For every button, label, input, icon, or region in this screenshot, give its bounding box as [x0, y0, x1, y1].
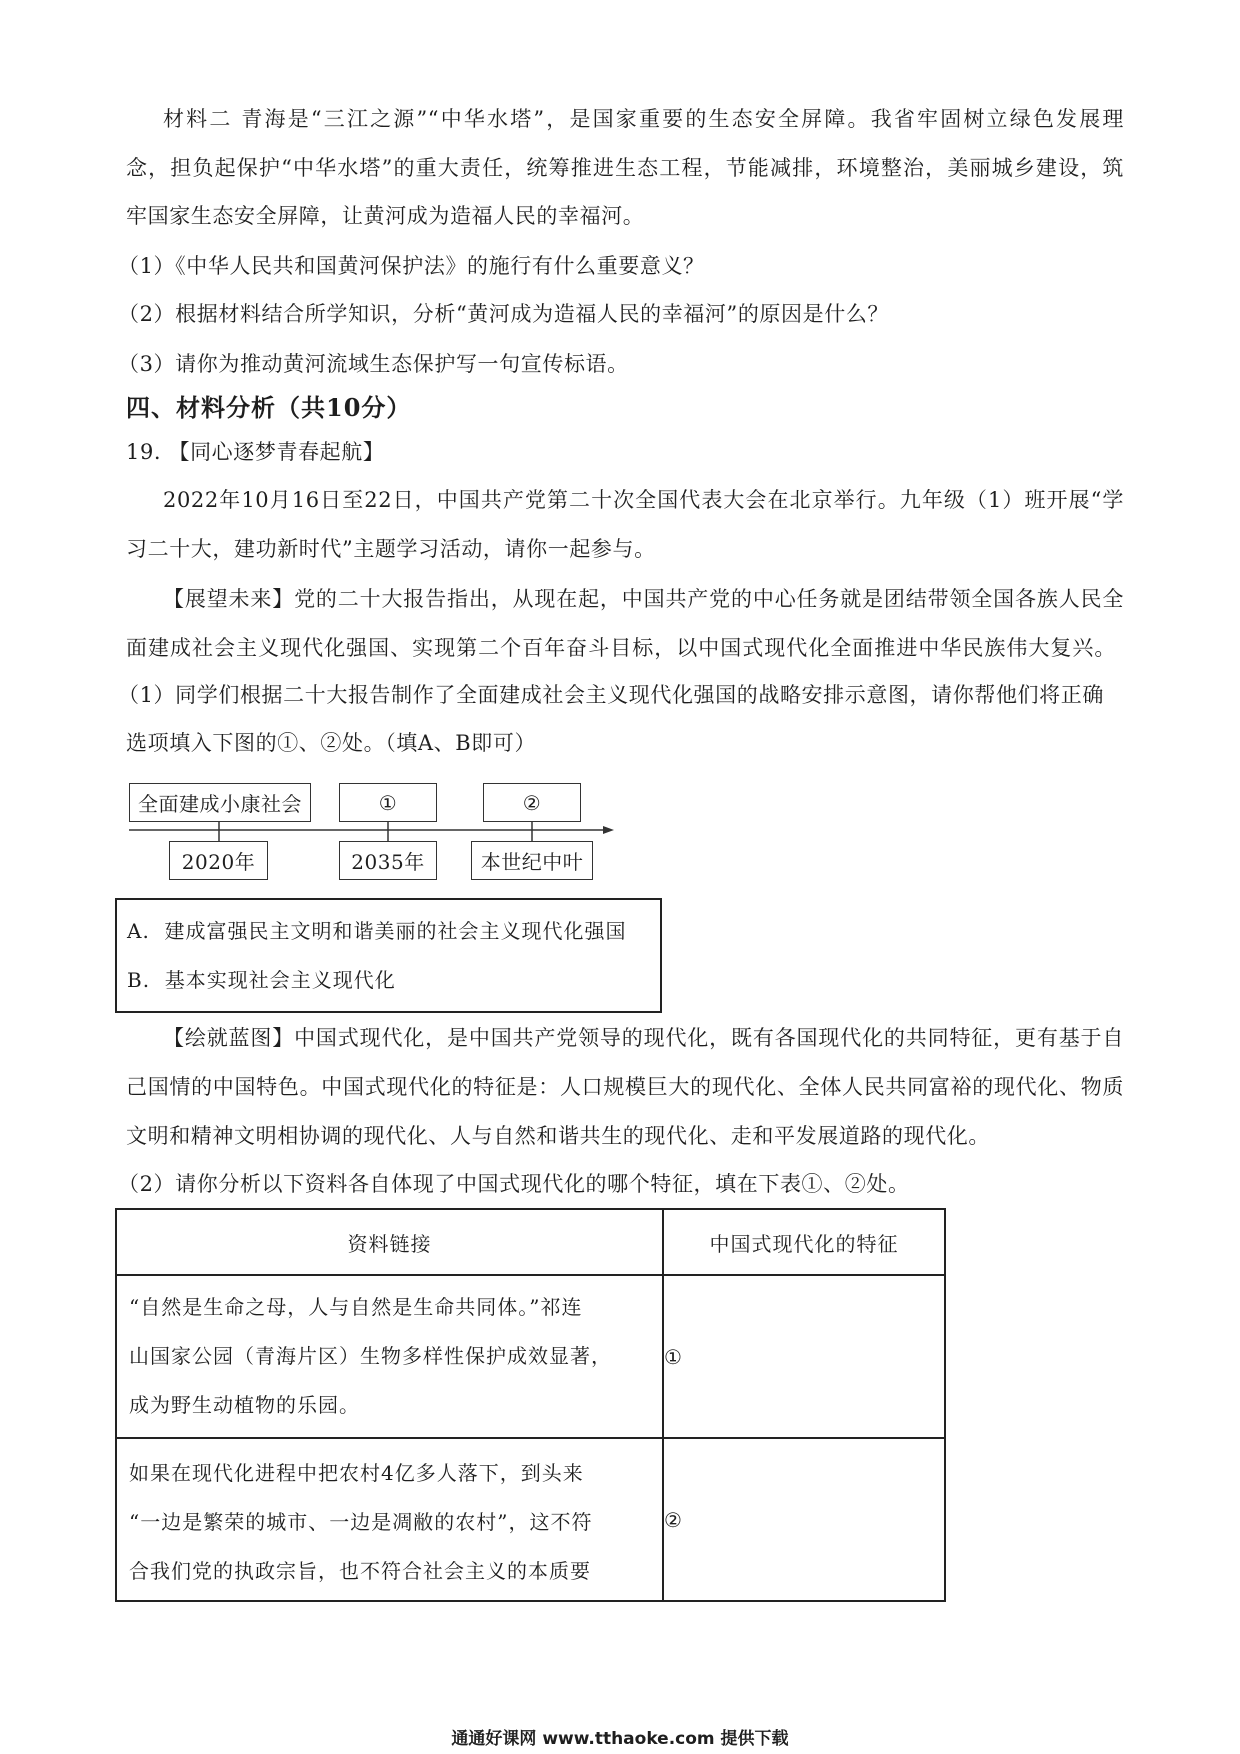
table-header-material: 资料链接 — [116, 1209, 663, 1275]
option-a: A. 建成富强民主文明和谐美丽的社会主义现代化强国 — [127, 919, 627, 943]
table-material-line: 合我们党的执政宗旨，也不符合社会主义的本质要 — [129, 1559, 591, 1583]
table-material-line: 成为野生动植物的乐园。 — [129, 1393, 360, 1417]
timeline-arrowhead — [603, 826, 614, 834]
material-two-line: 念，担负起保护“中华水塔”的重大责任，统筹推进生态工程，节能减排，环境整治，美丽城乡建设，筑 — [126, 156, 1124, 180]
table-row — [116, 1438, 945, 1601]
q18-part-3: （3）请你为推动黄河流域生态保护写一句宣传标语。 — [118, 352, 629, 376]
milestone-year-box: 2020年 — [169, 841, 268, 880]
table-header-row — [116, 1209, 945, 1275]
milestone-year-box: 本世纪中叶 — [471, 841, 593, 880]
milestone-goal-box: ② — [483, 783, 581, 822]
q19-future-line: 面建成社会主义现代化强国、实现第二个百年奋斗目标，以中国式现代化全面推进中华民族伟大复兴。 — [126, 636, 1116, 660]
table-material-cell — [116, 1438, 663, 1601]
table-material-line: 山国家公园（青海片区）生物多样性保护成效显著， — [129, 1344, 612, 1368]
q18-part-2: （2）根据材料结合所学知识，分析“黄河成为造福人民的幸福河”的原因是什么？ — [118, 302, 890, 326]
table-header-feature: 中国式现代化的特征 — [663, 1209, 945, 1275]
table-material-cell — [116, 1275, 663, 1438]
q19-blueprint-line: 己国情的中国特色。中国式现代化的特征是：人口规模巨大的现代化、全体人民共同富裕的现代化、物质 — [126, 1075, 1124, 1099]
table-material-line: “自然是生命之母，人与自然是生命共同体。”祁连 — [129, 1295, 583, 1319]
q19-blueprint-line: 文明和精神文明相协调的现代化、人与自然和谐共生的现代化、走和平发展道路的现代化。 — [126, 1124, 990, 1148]
milestone-goal-box: ① — [339, 783, 437, 822]
q19-part1-line: 选项填入下图的①、②处。（填A、B即可） — [126, 731, 537, 755]
table-answer-cell: ② — [663, 1438, 945, 1601]
q19-blueprint-line: 【绘就蓝图】中国式现代化，是中国共产党领导的现代化，既有各国现代化的共同特征，更有基于自 — [163, 1026, 1124, 1050]
section-heading: 四、材料分析（共10分） — [126, 393, 412, 422]
table-material-line: 如果在现代化进程中把农村4亿多人落下，到头来 — [129, 1461, 584, 1485]
q19-intro-line: 2022年10月16日至22日，中国共产党第二十次全国代表大会在北京举行。九年级（1）班开展“学 — [163, 488, 1124, 512]
page-footer: 通通好课网 www.tthaoke.com 提供下载 — [451, 1729, 789, 1749]
milestone-goal-box: 全面建成小康社会 — [129, 783, 311, 822]
q19-part1-line: （1）同学们根据二十大报告制作了全面建成社会主义现代化强国的战略安排示意图，请你帮他们将正确 — [118, 683, 1104, 707]
q19-title: 19. 【同心逐梦青春起航】 — [126, 440, 385, 464]
milestone-year-box: 2035年 — [339, 841, 437, 880]
material-table — [115, 1208, 946, 1602]
q19-part2-line: （2）请你分析以下资料各自体现了中国式现代化的哪个特征，填在下表①、②处。 — [118, 1172, 910, 1196]
table-material-line: “一边是繁荣的城市、一边是凋敝的农村”，这不符 — [129, 1510, 593, 1534]
q19-intro-line: 习二十大，建功新时代”主题学习活动，请你一起参与。 — [126, 537, 656, 561]
table-answer-cell: ① — [663, 1275, 945, 1438]
material-two-line: 材料二 青海是“三江之源”“中华水塔”，是国家重要的生态安全屏障。我省牢固树立绿色发展理 — [163, 107, 1124, 131]
material-two-line: 牢国家生态安全屏障，让黄河成为造福人民的幸福河。 — [126, 204, 645, 228]
q19-future-line: 【展望未来】党的二十大报告指出，从现在起，中国共产党的中心任务就是团结带领全国各族人民全 — [163, 587, 1124, 611]
table-row — [116, 1275, 945, 1438]
options-box — [115, 898, 662, 1013]
q18-part-1: （1）《中华人民共和国黄河保护法》的施行有什么重要意义？ — [118, 254, 705, 278]
option-b: B. 基本实现社会主义现代化 — [127, 968, 396, 992]
